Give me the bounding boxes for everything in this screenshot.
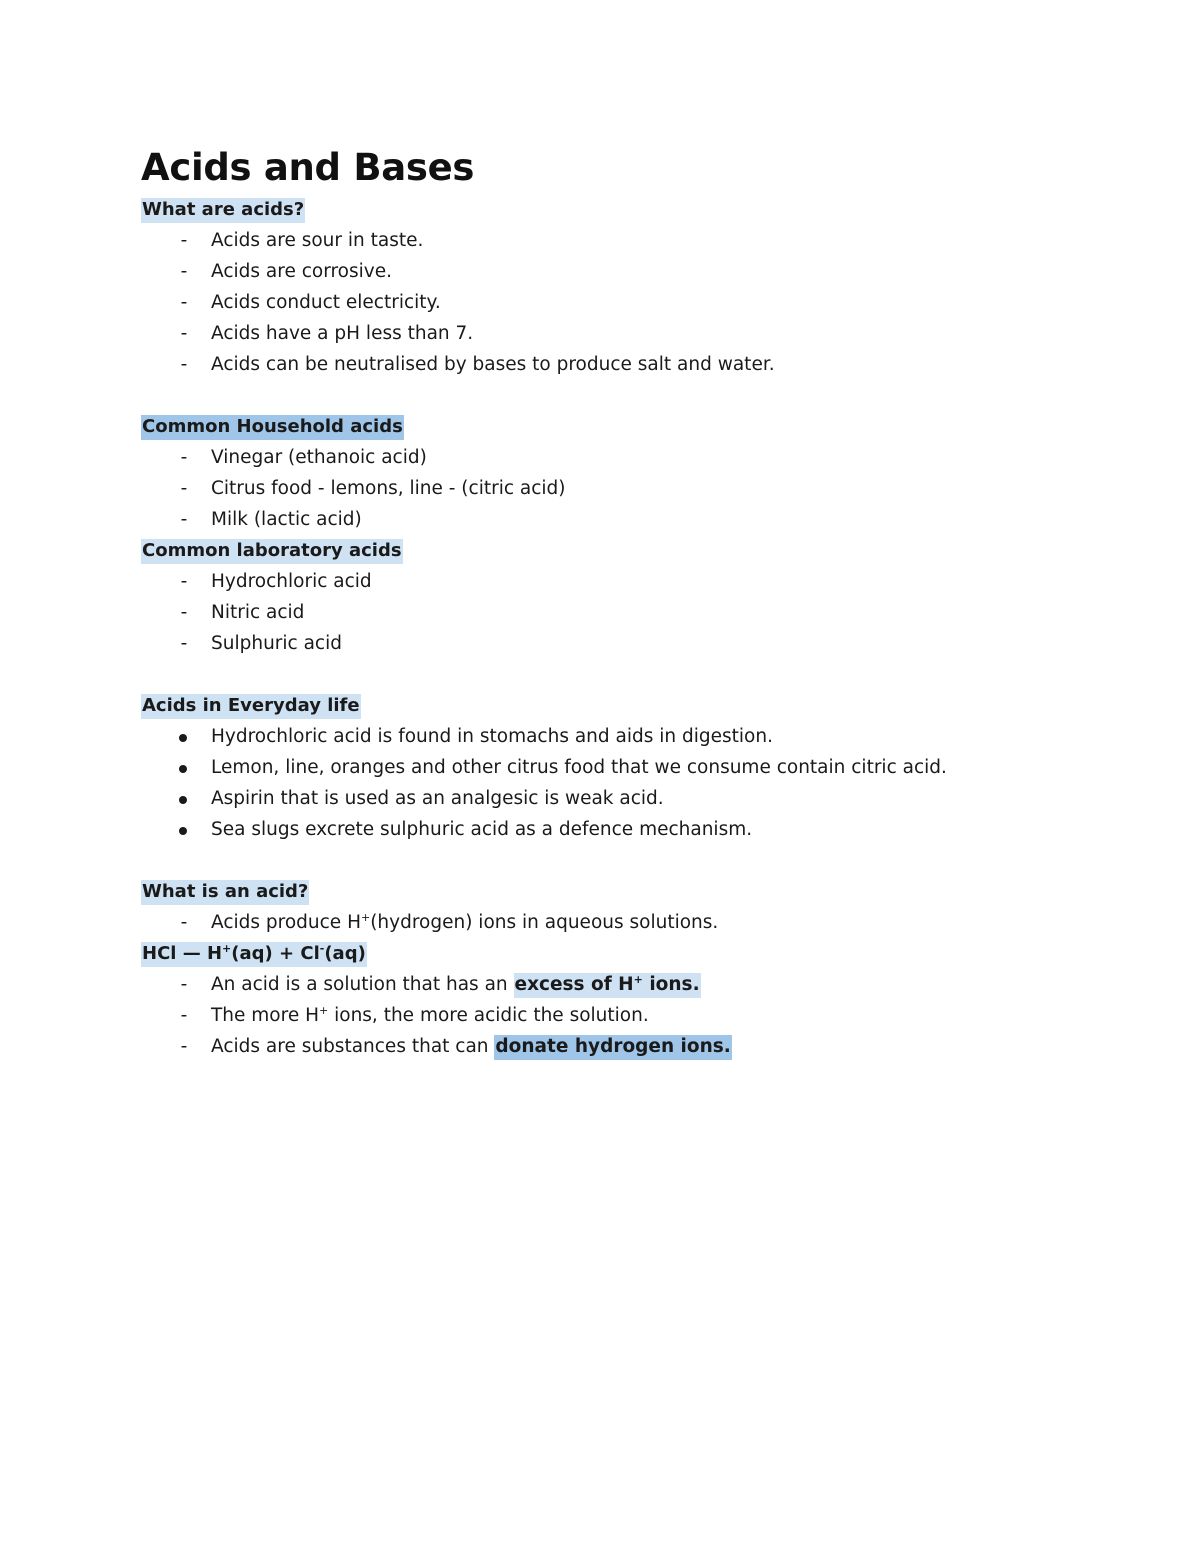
list-item [141,721,1081,752]
superscript-plus: + [222,942,232,955]
equation-text [141,942,367,967]
bullet-icon [179,796,187,804]
list-household-acids [141,442,1081,535]
list-item-text: Acids have a pH less than 7. [211,323,474,344]
dash-marker: - [180,912,188,933]
highlighted-text: donate hydrogen ions. [494,1035,731,1060]
page-title: Acids and Bases [141,146,475,189]
equation-part: HCl — H [142,943,223,964]
list-item [141,783,1081,814]
dash-marker: - [180,602,188,623]
dash-marker: - [180,1005,188,1026]
section-heading-household-acids [141,411,1081,442]
dash-marker: - [180,354,188,375]
list-item-text: Lemon, line, oranges and other citrus food that we consume contain citric acid. [211,757,947,778]
dash-marker: - [180,633,188,654]
dash-marker: - [180,509,188,530]
list-item-text-before: Acids produce H [211,912,361,933]
list-item-text: Acids are sour in taste. [211,230,424,251]
spacer [141,380,1081,411]
list-item-text: Sea slugs excrete sulphuric acid as a defence mechanism. [211,819,753,840]
list-item-text: Milk (lactic acid) [211,509,362,530]
list-item [141,349,1081,380]
list-item [141,225,1081,256]
list-item [141,473,1081,504]
superscript-minus: - [319,942,325,955]
list-item-text: Vinegar (ethanoic acid) [211,447,427,468]
list-item [141,1000,1081,1031]
list-item [141,318,1081,349]
bullet-icon [179,734,187,742]
list-item-text: Acids can be neutralised by bases to produce salt and water. [211,354,775,375]
section-heading-what-is-an-acid [141,876,1081,907]
heading-text: What are acids? [141,198,305,223]
list-item-text: Sulphuric acid [211,633,342,654]
heading-text: Common laboratory acids [141,539,403,564]
bullet-icon [179,765,187,773]
section-heading-everyday-life [141,690,1081,721]
equation-part: (aq) [324,943,366,964]
list-what-are-acids [141,225,1081,380]
highlighted-text [514,973,701,998]
list-item-text: Nitric acid [211,602,305,623]
equation-part: (aq) + Cl [231,943,320,964]
superscript-plus: + [319,1004,329,1017]
list-item [141,597,1081,628]
document-page [141,142,1081,1062]
highlight-part: excess of H [514,974,634,995]
list-item-text: Citrus food - lemons, line - (citric acid) [211,478,566,499]
spacer [141,845,1081,876]
dash-marker: - [180,261,188,282]
list-laboratory-acids [141,566,1081,659]
dash-marker: - [180,230,188,251]
dash-marker: - [180,974,188,995]
list-everyday-life [141,721,1081,845]
list-item-text-after: ions, the more acidic the solution. [328,1005,649,1026]
list-item [141,907,1081,938]
list-item [141,287,1081,318]
equation-hcl [141,938,1081,969]
list-item [141,752,1081,783]
list-item [141,504,1081,535]
list-item-text-before: The more H [211,1005,320,1026]
list-what-is-an-acid-2 [141,969,1081,1062]
dash-marker: - [180,478,188,499]
list-item [141,969,1081,1000]
highlight-part: ions. [642,974,700,995]
dash-marker: - [180,571,188,592]
heading-text: Acids in Everyday life [141,694,361,719]
list-item-text: Hydrochloric acid is found in stomachs and aids in digestion. [211,726,773,747]
list-item-text-after: (hydrogen) ions in aqueous solutions. [370,912,719,933]
list-item [141,256,1081,287]
list-item-text-before: An acid is a solution that has an [211,974,514,995]
list-item [141,628,1081,659]
list-item [141,566,1081,597]
list-item-text-before: Acids are substances that can [211,1036,495,1057]
list-what-is-an-acid-1 [141,907,1081,938]
heading-text: What is an acid? [141,880,309,905]
list-item [141,1031,1081,1062]
dash-marker: - [180,1036,188,1057]
section-heading-what-are-acids [141,194,1081,225]
list-item [141,442,1081,473]
dash-marker: - [180,323,188,344]
superscript-plus: + [633,973,643,986]
heading-text: Common Household acids [141,415,404,440]
list-item-text: Aspirin that is used as an analgesic is weak acid. [211,788,664,809]
list-item-text: Acids conduct electricity. [211,292,441,313]
spacer [141,659,1081,690]
list-item-text: Acids are corrosive. [211,261,392,282]
list-item-text: Hydrochloric acid [211,571,372,592]
dash-marker: - [180,292,188,313]
superscript-plus: + [360,911,371,924]
dash-marker: - [180,447,188,468]
bullet-icon [179,827,187,835]
section-heading-laboratory-acids [141,535,1081,566]
list-item [141,814,1081,845]
